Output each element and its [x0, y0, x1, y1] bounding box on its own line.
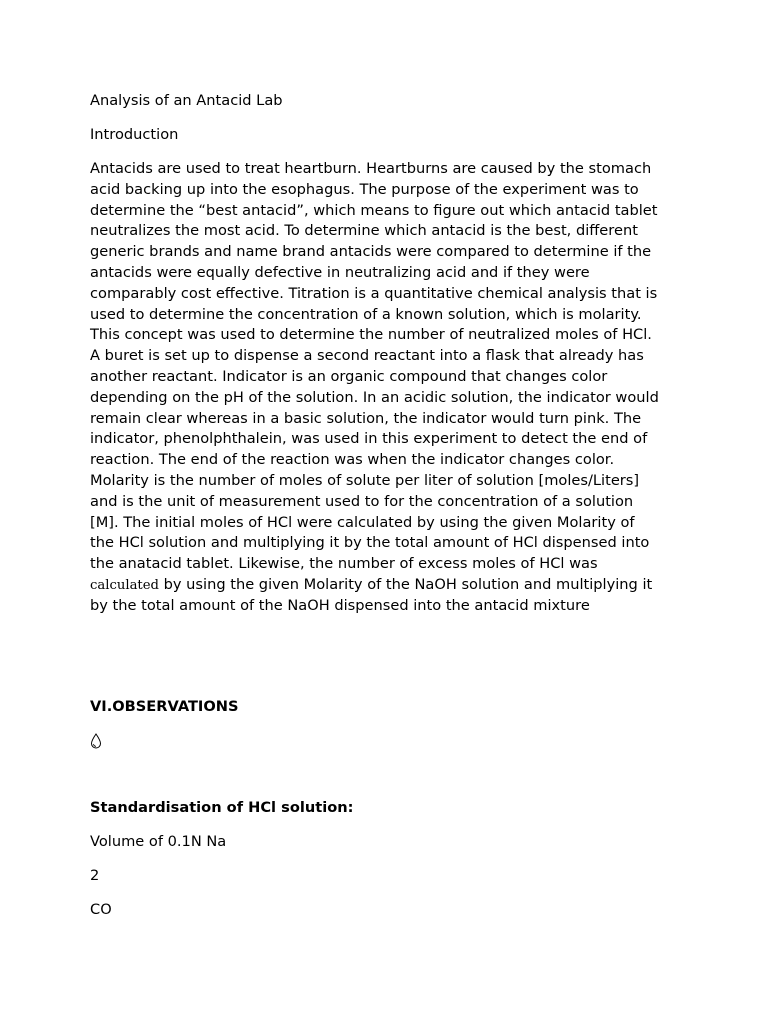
paragraph-line: Antacids are used to treat heartburn. Heartburns are caused by the stomach	[90, 160, 652, 177]
paragraph-line: generic brands and name brand antacids were compared to determine if the	[90, 243, 652, 261]
paragraph-line: indicator, phenolphthalein, was used in this experiment to detect the end of	[90, 430, 648, 448]
paragraph-line: neutralizes the most acid. To determine which antacid is the best, different	[90, 222, 638, 240]
paragraph-line: used to determine the concentration of a known solution, which is molarity.	[90, 305, 642, 323]
volume-line: Volume of 0.1N Na	[90, 833, 227, 850]
serif-word: calculated	[90, 577, 159, 593]
paragraph-line: [M]. The initial moles of HCl were calculated by using the given Molarity of	[90, 513, 635, 531]
line-rest: by using the given Molarity of the NaOH solution and multiplying it	[158, 575, 653, 593]
paragraph-line: A buret is set up to dispense a second reactant into a flask that already has	[90, 347, 644, 365]
paragraph-line: comparably cost effective. Titration is a quantitative chemical analysis that is	[90, 284, 658, 302]
standardisation-heading: Standardisation of HCl solution:	[90, 799, 354, 816]
subscript-line: 2	[90, 867, 100, 884]
co-line: CO	[90, 901, 112, 918]
document-title: Analysis of an Antacid Lab	[90, 92, 283, 109]
paragraph-line: reaction. The end of the reaction was when the indicator changes color.	[90, 451, 615, 469]
paragraph-line: by the total amount of the NaOH dispensed into the antacid mixture	[90, 596, 590, 614]
paragraph-line: determine the “best antacid”, which means to figure out which antacid tablet	[90, 201, 658, 219]
paragraph-line: and is the unit of measurement used to for the concentration of a solution	[90, 492, 634, 510]
paragraph-line: depending on the pH of the solution. In an acidic solution, the indicator would	[90, 388, 659, 406]
paragraph-line-mixed	[90, 575, 690, 596]
introduction-heading: Introduction	[90, 126, 179, 143]
drop-icon	[90, 733, 102, 749]
paragraph-line: antacids were equally defective in neutralizing acid and if they were	[90, 263, 590, 281]
paragraph-line: another reactant. Indicator is an organic compound that changes color	[90, 367, 608, 385]
paragraph-line: Molarity is the number of moles of solute per liter of solution [moles/Liters]	[90, 471, 640, 489]
paragraph-line: the HCl solution and multiplying it by the total amount of HCl dispensed into	[90, 534, 650, 552]
paragraph-line: This concept was used to determine the number of neutralized moles of HCl.	[90, 326, 652, 344]
observations-heading: VI.OBSERVATIONS	[90, 698, 239, 715]
introduction-paragraph	[90, 159, 690, 617]
paragraph-line: remain clear whereas in a basic solution, the indicator would turn pink. The	[90, 409, 642, 427]
paragraph-line: acid backing up into the esophagus. The purpose of the experiment was to	[90, 180, 639, 198]
paragraph-line: the anatacid tablet. Likewise, the number of excess moles of HCl was	[90, 555, 598, 573]
